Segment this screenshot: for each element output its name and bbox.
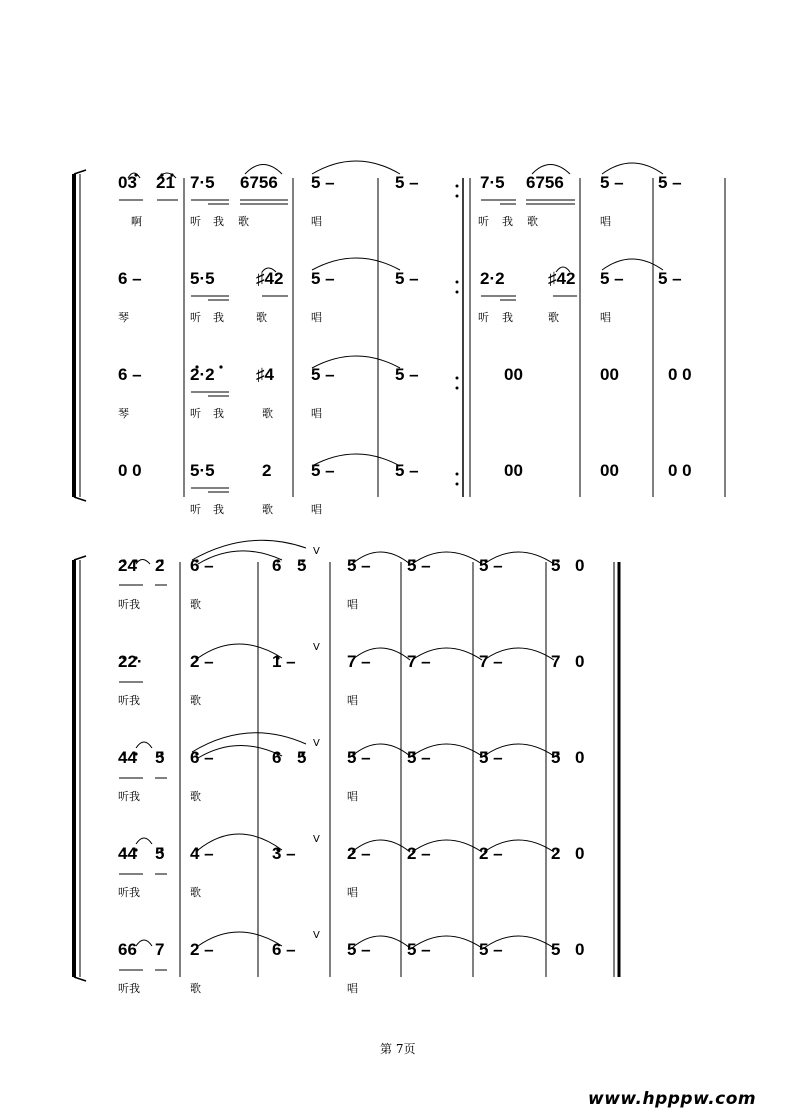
note-group: 0 <box>575 940 585 959</box>
note-group: 5 – <box>311 365 335 384</box>
note-group: 0 <box>575 844 585 863</box>
note-group: 5·5 <box>190 461 215 480</box>
repeat-dots <box>456 185 459 486</box>
note-group: 44 <box>118 748 137 767</box>
lyric: 歌 <box>548 311 559 324</box>
note-group: 24 <box>118 556 137 575</box>
note-group: 6 – <box>118 269 142 288</box>
note-group: 2 <box>551 844 561 863</box>
note-group: 22· <box>118 652 143 671</box>
lyric: 听 <box>190 407 201 420</box>
lyric: 听 <box>190 503 201 516</box>
note-group: 6756 <box>526 173 564 192</box>
lyric: 我 <box>502 215 513 228</box>
lyric: 听我 <box>118 790 140 803</box>
note-group: 7 – <box>347 652 371 671</box>
note-group: 5 <box>297 748 307 767</box>
lyric: 唱 <box>311 503 322 516</box>
note-group: 00 <box>504 461 523 480</box>
note-group: 66 <box>118 940 137 959</box>
note-group: 5 <box>155 844 165 863</box>
note-group: 7·5 <box>480 173 505 192</box>
lyric: 唱 <box>347 598 358 611</box>
note-group: 5·5 <box>190 269 215 288</box>
lyric: 听 <box>478 311 489 324</box>
lyric: 听我 <box>118 886 140 899</box>
note-group: 03 <box>118 173 137 192</box>
note-group: 7·5 <box>190 173 215 192</box>
note-group: 5 – <box>407 940 431 959</box>
lyric: 唱 <box>347 694 358 707</box>
lyric: 唱 <box>600 215 611 228</box>
note-group: 5 – <box>600 269 624 288</box>
lyric: 唱 <box>347 982 358 995</box>
note-group: 0 0 <box>118 461 142 480</box>
lyric: 歌 <box>238 215 249 228</box>
note-group: 5 – <box>347 748 371 767</box>
note-group: 7 <box>551 652 561 671</box>
note-group: 6 <box>272 748 282 767</box>
lyric: 我 <box>213 215 224 228</box>
note-group: 5 – <box>395 461 419 480</box>
note-group: 6756 <box>240 173 278 192</box>
note-group: 6 <box>272 556 282 575</box>
lyric: 听 <box>190 311 201 324</box>
note-group: 4 – <box>190 844 214 863</box>
note-group: 5 – <box>407 748 431 767</box>
note-group: 6 – <box>190 748 214 767</box>
note-group: 2 <box>155 556 165 575</box>
note-group: 5 – <box>347 556 371 575</box>
note-group: 5 – <box>479 556 503 575</box>
note-group: 0 0 <box>668 461 692 480</box>
note-group: 6 – <box>118 365 142 384</box>
lyric: 唱 <box>600 311 611 324</box>
note-group: 2 – <box>347 844 371 863</box>
lyric: 唱 <box>311 311 322 324</box>
lyric: 啊 <box>131 215 142 228</box>
note-group: 2·2 <box>480 269 505 288</box>
note-group: 5 – <box>311 269 335 288</box>
system-2-bracket <box>74 556 86 981</box>
note-group: 5 <box>297 556 307 575</box>
note-group: 2·2 <box>190 365 215 384</box>
lyric: 我 <box>213 311 224 324</box>
note-group: 7 <box>155 940 165 959</box>
breath-mark: V <box>313 546 320 557</box>
note-group: 2 – <box>407 844 431 863</box>
lyric: 歌 <box>190 694 201 707</box>
note-group: 5 – <box>658 173 682 192</box>
watermark: www.hpppw.com <box>588 1089 757 1109</box>
note-group: 5 – <box>311 461 335 480</box>
note-group: 7 – <box>407 652 431 671</box>
breath-mark: V <box>313 834 320 845</box>
note-group: 3 – <box>272 844 296 863</box>
system-1-bracket <box>74 170 86 501</box>
note-group: 2 <box>262 461 272 480</box>
note-group: 2 – <box>190 940 214 959</box>
note-group: 5 – <box>347 940 371 959</box>
note-group: 0 0 <box>668 365 692 384</box>
note-group: 2 – <box>479 844 503 863</box>
note-group: 5 – <box>395 269 419 288</box>
note-group: 5 – <box>600 173 624 192</box>
note-group: 5 <box>551 556 561 575</box>
note-group: 2 – <box>190 652 214 671</box>
note-group: 00 <box>600 461 619 480</box>
page-number: 第 7页 <box>380 1042 416 1056</box>
lyric: 歌 <box>190 598 201 611</box>
note-group: 5 <box>155 748 165 767</box>
note-group: 5 – <box>658 269 682 288</box>
lyric: 我 <box>213 407 224 420</box>
lyric: 听我 <box>118 982 140 995</box>
note-group: ♯42 <box>548 269 576 288</box>
note-group: 44 <box>118 844 137 863</box>
lyric: 歌 <box>190 886 201 899</box>
note-group: 1 – <box>272 652 296 671</box>
lyric: 歌 <box>256 311 267 324</box>
system-1-barlines <box>184 178 725 497</box>
lyric: 唱 <box>311 407 322 420</box>
lyric: 我 <box>502 311 513 324</box>
note-group: 5 – <box>311 173 335 192</box>
breath-mark: V <box>313 642 320 653</box>
note-group: 5 – <box>479 748 503 767</box>
note-group: 21 <box>156 173 175 192</box>
note-group: 6 – <box>272 940 296 959</box>
note-group: 5 – <box>395 173 419 192</box>
lyric: 唱 <box>311 215 322 228</box>
note-group: 00 <box>504 365 523 384</box>
lyric: 我 <box>213 503 224 516</box>
lyric: 听我 <box>118 694 140 707</box>
lyric: 歌 <box>190 982 201 995</box>
lyric: 歌 <box>262 503 273 516</box>
lyric: 歌 <box>262 407 273 420</box>
lyric: 歌 <box>527 215 538 228</box>
lyric: 听 <box>478 215 489 228</box>
note-group: 0 <box>575 652 585 671</box>
note-group: 0 <box>575 556 585 575</box>
note-group: 7 – <box>479 652 503 671</box>
breath-mark: V <box>313 930 320 941</box>
lyric: 唱 <box>347 886 358 899</box>
note-group: ♯42 <box>256 269 284 288</box>
system-2-barlines <box>180 562 619 977</box>
lyric: 歌 <box>190 790 201 803</box>
lyric: 唱 <box>347 790 358 803</box>
lyric: 琴 <box>118 407 129 420</box>
note-group: 5 <box>551 940 561 959</box>
note-group: 5 – <box>395 365 419 384</box>
note-group: 5 – <box>407 556 431 575</box>
note-group: 5 – <box>479 940 503 959</box>
lyric: 琴 <box>118 311 129 324</box>
note-group: 5 <box>551 748 561 767</box>
breath-mark: V <box>313 738 320 749</box>
note-group: 0 <box>575 748 585 767</box>
lyric: 听我 <box>118 598 140 611</box>
note-group: 6 – <box>190 556 214 575</box>
note-group: 00 <box>600 365 619 384</box>
note-group: ♯4 <box>256 365 274 384</box>
lyric: 听 <box>190 215 201 228</box>
